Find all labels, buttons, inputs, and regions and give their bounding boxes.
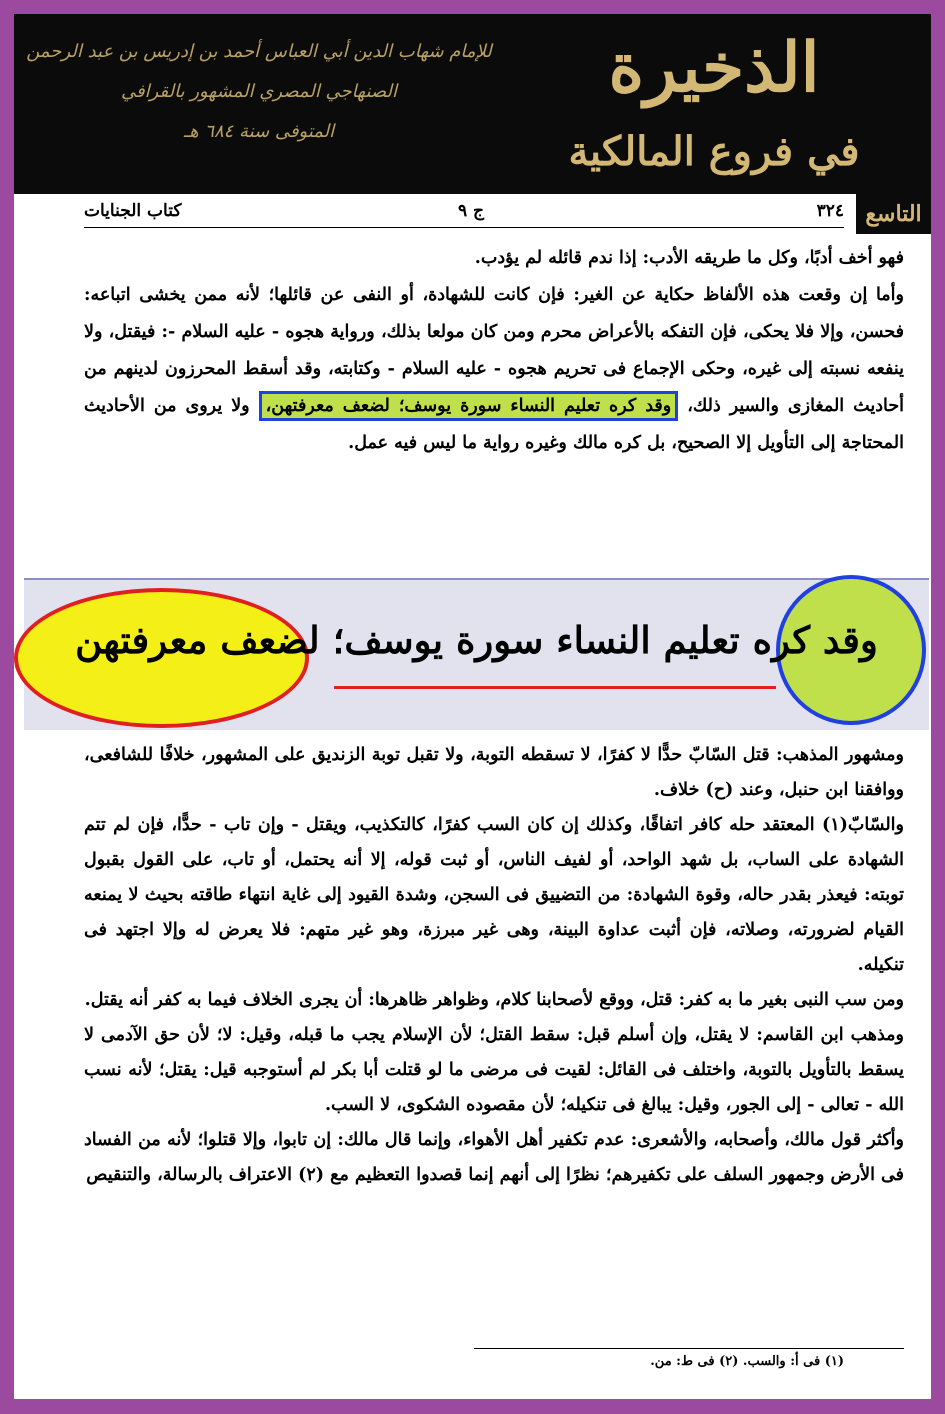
page-number: ٣٢٤ bbox=[816, 201, 844, 221]
text-paragraph bbox=[84, 277, 904, 462]
bottom-text-block bbox=[84, 738, 904, 1193]
author-line: للإمام شهاب الدين أبي العباس أحمد بن إدريس بن عبد الرحمن bbox=[26, 41, 492, 62]
footnotes: (١) فى أ: والسب. (٢) فى ط: من. bbox=[650, 1354, 844, 1369]
highlighted-quote bbox=[24, 618, 929, 662]
quote-part-green: وقد كره bbox=[752, 618, 878, 662]
highlighted-phrase: وقد كره تعليم النساء سورة يوسف؛ لضعف معرفتهن، bbox=[259, 391, 679, 421]
text-paragraph: ومشهور المذهب: قتل السّابّ حدًّا لا كفرًا، لا تسقطه التوبة، ولا تقبل توبة الزنديق على المشهور، خلافًا للشافعى، ووافقنا ابن حنبل، وعند (ح) خلاف. bbox=[84, 745, 904, 800]
text-paragraph: والسّابّ(١) المعتقد حله كافر اتفاقًا، وكذلك إن كان السب كفرًا، كالتكذيب، ويقتل - وإن تاب - حدًّا، فإن لم تتم الشهادة على الساب، بل شهد الواحد، أو لفيف الناس، أو ثبت قوله، إلا أنه يحتمل، أو تاب، على القول بقبول توبته: فيعذر بقدر حاله، وقوة الشهادة: من التضييق فى السجن، وشدة القيود إلى غاية انتهاء طاقته بحيث لا يمنعه القيام لضرورته، وصلاته، فإن أثبت عداوة البينة، وهى غير مبرزة، وهو غير متهم: فلا يعرض له وإلا اجتهد فى تنكيله. bbox=[84, 815, 904, 975]
volume-badge: التاسع bbox=[856, 194, 931, 234]
quote-part-yellow: لضعف معرفتهن bbox=[75, 618, 320, 662]
quote-part-middle: تعليم النساء سورة يوسف؛ bbox=[332, 618, 740, 662]
book-page bbox=[14, 14, 931, 1399]
running-head bbox=[84, 197, 844, 228]
text-paragraph: ومذهب ابن القاسم: لا يقتل، وإن أسلم قبل: سقط القتل؛ لأن الإسلام يجب ما قبله، وقيل: لا؛ لأن حق الآدمى لا يسقط بالتأويل بالتوبة، واختلف فى القائل: لقيت فى مرضى ما لو قتلت أبا بكر لم أستوجبه قيل: يقتل؛ لأنه نسب الله - تعالى - إلى الجور، وقيل: يبالغ فى تنكيله؛ لأن مقصوده الشكوى، لا السب. bbox=[84, 1025, 904, 1115]
book-section-title: كتاب الجنايات bbox=[84, 201, 182, 221]
author-line: المتوفى سنة ٦٨٤ هـ bbox=[183, 121, 335, 142]
text-paragraph: وأكثر قول مالك، وأصحابه، والأشعرى: عدم تكفير أهل الأهواء، وإنما قال مالك: إن تابوا، وإلا قتلوا؛ لأنه من الفساد فى الأرض وجمهور السلف على تكفيرهم؛ نظرًا إلى أنهم إنما قصدوا التعظيم مع (٢) الاعتراف بالرسالة، والتنقيص bbox=[84, 1130, 904, 1185]
text-line: فهو أخف أدبًا، وكل ما طريقه الأدب: إذا ندم قائله لم يؤدب. bbox=[474, 248, 904, 268]
book-subtitle: في فروع المالكية bbox=[568, 128, 860, 175]
book-title: الذخيرة bbox=[608, 28, 820, 108]
text-run: ولا يروى من الأحاديث المحتاجة إلى التأويل إلا الصحيح، بل كره مالك وغيره رواية ما ليس فيه عمل. bbox=[84, 396, 904, 453]
text-run: وأما إن وقعت هذه الألفاظ حكاية عن الغير: فإن كانت للشهادة، أو النفى عن قائلها؛ لأنه ممن يخشى اتباعه: فحسن، وإلا فلا يحكى، فإن التفكه بالأعراض محرم ومن كان مولعا بذلك، ورواية هجوه - عليه السلام -: فيقتل، ولا ينفعه نسبته إلى غيره، وحكى الإجماع فى تحريم هجوه - عليه السلام - وكتابته، وقد أسقط المحرزون لدينهم من أحاديث المغازى والسير ذلك، bbox=[84, 285, 905, 416]
footnote-rule bbox=[474, 1348, 904, 1349]
red-underline bbox=[334, 686, 776, 689]
author-lines bbox=[24, 32, 494, 152]
author-line: الصنهاجي المصري المشهور بالقرافي bbox=[121, 81, 397, 102]
volume-label: ج ٩ bbox=[457, 201, 484, 221]
book-cover-banner bbox=[14, 14, 931, 194]
top-text-block bbox=[84, 240, 904, 462]
text-paragraph: ومن سب النبى بغير ما به كفر: قتل، ووقع لأصحابنا كلام، وظواهر ظاهرها: أن يجرى الخلاف فيما به كفر أنه يقتل. bbox=[84, 990, 904, 1010]
